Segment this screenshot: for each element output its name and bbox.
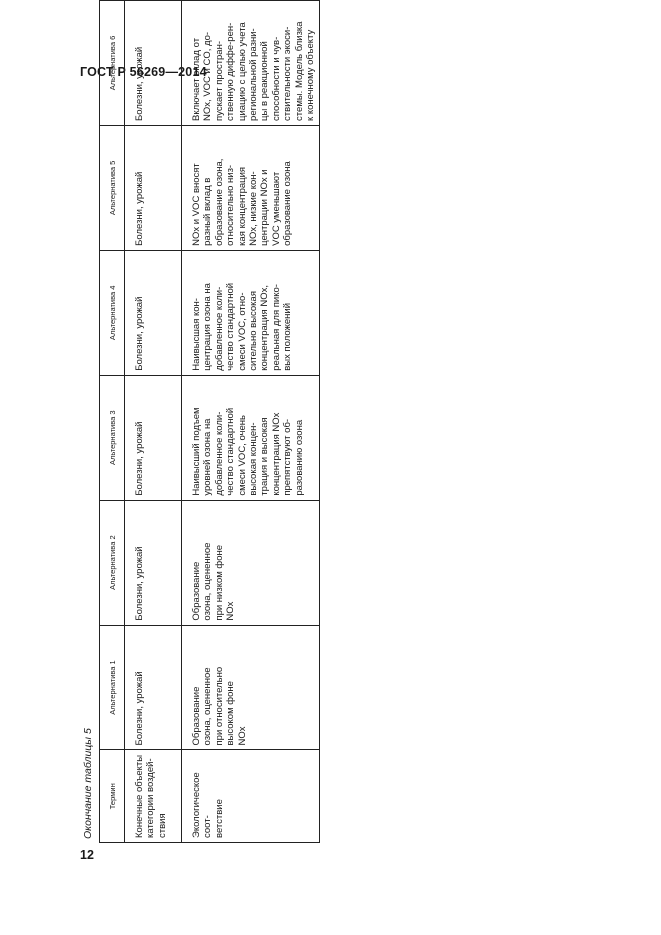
table-cell: Образование озона, оцененное при относительно высоком фоне NOx	[182, 625, 320, 750]
table-cell: Болезни, урожай	[125, 375, 182, 500]
table-cell: Болезни, урожай	[125, 500, 182, 625]
table-cell: Болезни, урожай	[125, 625, 182, 750]
table-cell: Наивысшая кон- центрация озона на добавленное коли- чество стандартной смеси VOC, отно- сительно высокая концентрация NOx, реальная для пико- вых положений	[182, 250, 320, 375]
table-cell: NOx и VOC вносят разный вклад в образование озона, относительно низ- кая концентрация NOx, низкие кон- центрации NOx и VOC уменьшают образование озона	[182, 125, 320, 250]
table-caption: Окончание таблицы 5	[82, 728, 94, 839]
document-header: ГОСТ Р 56269—2014	[80, 65, 207, 79]
page-number: 12	[80, 848, 94, 862]
rotated-table-block	[81, 0, 317, 843]
row-term-endpoints: Конечные объекты категории воздей- ствия	[125, 750, 182, 843]
column-header-alt5: Альтернатива 5	[100, 125, 125, 250]
column-header-term: Термин	[100, 750, 125, 843]
table-cell: Болезни, урожай	[125, 250, 182, 375]
table-cell: Наивысший подъем уровней озона на добавленное коли- чество стандартной смеси VOC, очень высокая концен- трация и высокая концентрация NOx препятствуют об- разованию озона	[182, 375, 320, 500]
table-row	[125, 1, 182, 843]
table-row	[182, 1, 320, 843]
row-term-ecological-relevance: Экологическое соот- ветствие	[182, 750, 320, 843]
data-table	[99, 0, 320, 843]
table-cell: Болезни, урожай	[125, 125, 182, 250]
table-cell: Болезни, урожай	[125, 1, 182, 126]
column-header-alt2: Альтернатива 2	[100, 500, 125, 625]
table-cell: Включает вклад от NOx, VOC и CO, до- пускает простран- ственную диффе-рен- циацию с целью учета региональной разни- цы в реакционной способности и чув- ствительности экоси- стемы. Модель близка к конечному объекту	[182, 1, 320, 126]
table-cell: Образование озона, оцененное при низком фоне NOx	[182, 500, 320, 625]
column-header-alt4: Альтернатива 4	[100, 250, 125, 375]
column-header-alt3: Альтернатива 3	[100, 375, 125, 500]
column-header-alt1: Альтернатива 1	[100, 625, 125, 750]
column-header-alt6: Альтернатива 6	[100, 1, 125, 126]
table-header-row	[100, 1, 125, 843]
